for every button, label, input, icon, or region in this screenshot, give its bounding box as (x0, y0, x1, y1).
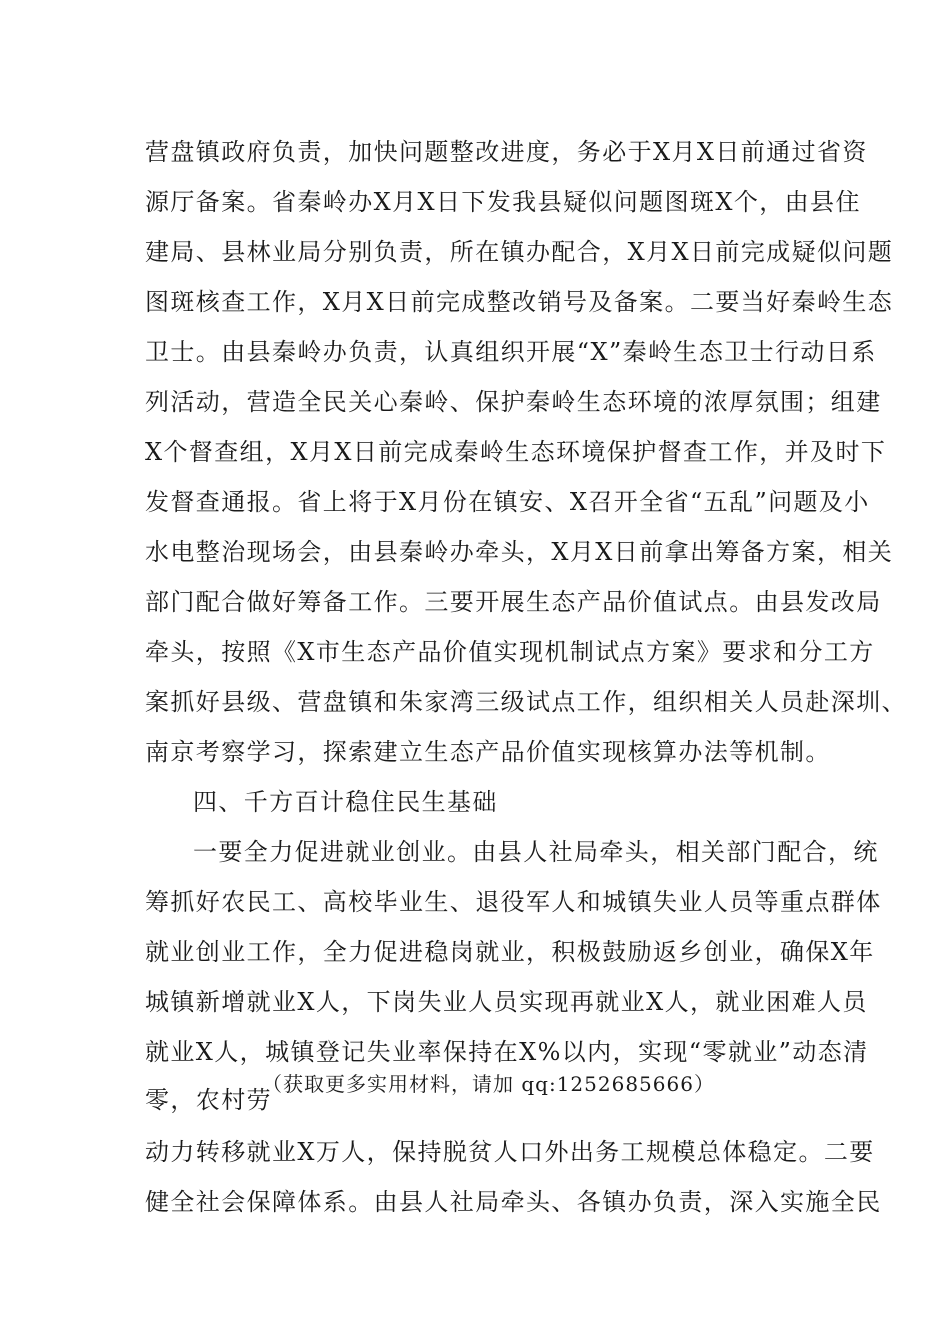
section-heading: 四、千方百计稳住民生基础 (193, 788, 498, 816)
text-line: 就业创业工作，全力促进稳岗就业，积极鼓励返乡创业，确保X年 (145, 938, 875, 966)
text-line: 发督查通报。省上将于X月份在镇安、X召开全省“五乱”问题及小 (145, 488, 870, 516)
text-line: 动力转移就业X万人，保持脱贫人口外出务工规模总体稳定。二要 (145, 1138, 875, 1166)
text-line: 部门配合做好筹备工作。三要开展生态产品价值试点。由县发改局 (145, 588, 882, 616)
text-line: 营盘镇政府负责，加快问题整改进度，务必于X月X日前通过省资 (145, 138, 868, 166)
text-line: X个督查组，X月X日前完成秦岭生态环境保护督查工作，并及时下 (145, 438, 887, 466)
text-line: 零，农村劳 (145, 1086, 272, 1114)
text-line: 案抓好县级、营盘镇和朱家湾三级试点工作，组织相关人员赴深圳、 (145, 688, 907, 716)
text-line: 图斑核查工作，X月X日前完成整改销号及备案。二要当好秦岭生态 (145, 288, 894, 316)
text-line: 卫士。由县秦岭办负责，认真组织开展“X”秦岭生态卫士行动日系 (145, 338, 877, 366)
text-line: 健全社会保障体系。由县人社局牵头、各镇办负责，深入实施全民 (145, 1188, 882, 1216)
text-line: 源厅备案。省秦岭办X月X日下发我县疑似问题图斑X个，由县住 (145, 188, 861, 216)
text-line: 南京考察学习，探索建立生态产品价值实现核算办法等机制。 (145, 738, 831, 766)
promo-note: （获取更多实用材料，请加 qq:1252685666） (262, 1072, 715, 1096)
text-line: 筹抓好农民工、高校毕业生、退役军人和城镇失业人员等重点群体 (145, 888, 882, 916)
text-line: 城镇新增就业X人，下岗失业人员实现再就业X人，就业困难人员 (145, 988, 868, 1016)
text-line: 一要全力促进就业创业。由县人社局牵头，相关部门配合，统 (193, 838, 879, 866)
text-line: 水电整治现场会，由县秦岭办牵头，X月X日前拿出筹备方案，相关 (145, 538, 894, 566)
text-line: 牵头，按照《X市生态产品价值实现机制试点方案》要求和分工方 (145, 638, 875, 666)
text-line: 就业X人，城镇登记失业率保持在X%以内，实现“零就业”动态清 (145, 1038, 869, 1066)
text-line: 列活动，营造全民关心秦岭、保护秦岭生态环境的浓厚氛围；组建 (145, 388, 882, 416)
text-line: 建局、县林业局分别负责，所在镇办配合，X月X日前完成疑似问题 (145, 238, 894, 266)
